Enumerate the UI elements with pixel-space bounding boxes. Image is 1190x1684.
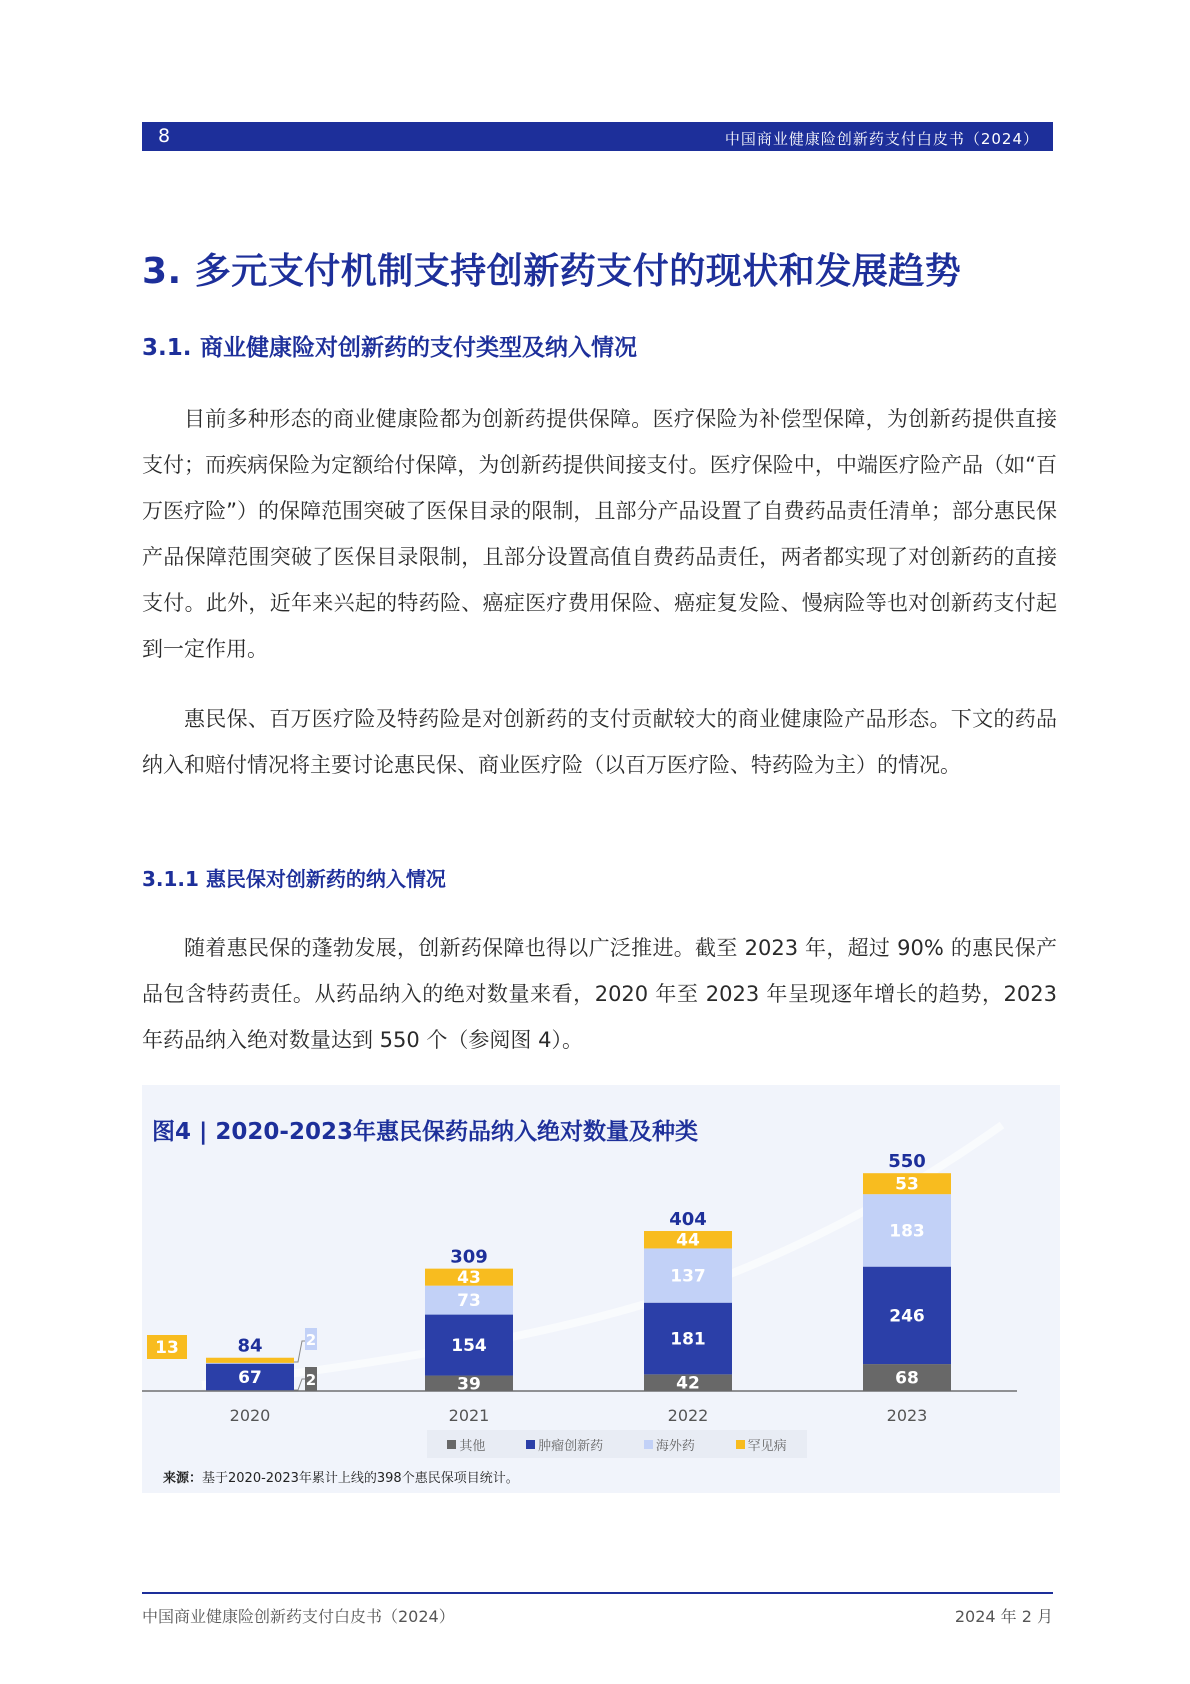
footer-doc-title: 中国商业健康险创新药支付白皮书（2024） xyxy=(142,1607,455,1626)
total-label-2022: 404 xyxy=(669,1209,707,1231)
bar-label-2022-其他: 42 xyxy=(676,1373,700,1394)
legend-label: 罕见病 xyxy=(747,1438,787,1454)
total-label-2023: 550 xyxy=(888,1151,926,1173)
legend-swatch xyxy=(736,1440,745,1449)
bar-label-2021-肿瘤创新药: 154 xyxy=(451,1336,487,1357)
bar-label-2020-肿瘤创新药: 67 xyxy=(238,1367,262,1388)
total-label-2021: 309 xyxy=(450,1246,488,1268)
bar-label-2023-罕见病: 53 xyxy=(895,1174,919,1195)
figure-title xyxy=(152,1113,698,1146)
figure-title-separator: | xyxy=(199,1119,208,1145)
legend-item-其他 xyxy=(447,1435,485,1454)
subsubsection-heading: 3.1.1 惠民保对创新药的纳入情况 xyxy=(142,867,446,891)
callout-leader-2020-海外药 xyxy=(294,1341,305,1362)
bar-label-2022-罕见病: 44 xyxy=(676,1230,700,1251)
legend-label: 肿瘤创新药 xyxy=(538,1438,604,1454)
bar-2020-其他 xyxy=(206,1390,294,1391)
chart-legend xyxy=(427,1430,807,1458)
paragraph-3: 随着惠民保的蓬勃发展，创新药保障也得以广泛推进。截至 2023 年，超过 90% 的惠民保产品包含特药责任。从药品纳入的绝对数量来看，2020 年至 2023 年呈现逐年增长的趋势，2023 年药品纳入绝对数量达到 550 个（参阅图 4）。 xyxy=(142,936,1057,1052)
legend-label: 海外药 xyxy=(655,1438,695,1454)
subsection-heading xyxy=(142,329,637,362)
legend-swatch xyxy=(447,1440,456,1449)
paragraph-2: 惠民保、百万医疗险及特药险是对创新药的支付贡献较大的商业健康险产品形态。下文的药品纳入和赔付情况将主要讨论惠民保、商业医疗险（以百万医疗险、特药险为主）的情况。 xyxy=(142,707,1057,777)
legend-swatch xyxy=(644,1440,653,1449)
figure-label: 图4 xyxy=(152,1119,192,1145)
x-tick-2023: 2023 xyxy=(886,1406,928,1425)
header-bar xyxy=(142,122,1053,151)
bar-label-2023-其他: 68 xyxy=(895,1368,919,1389)
bar-label-2021-海外药: 73 xyxy=(457,1291,481,1312)
bar-2020-罕见病 xyxy=(206,1358,294,1363)
source-text: 基于2020-2023年累计上线的398个惠民保项目统计。 xyxy=(202,1471,519,1486)
figure-source xyxy=(163,1467,519,1486)
page-number: 8 xyxy=(158,125,171,147)
x-tick-2022: 2022 xyxy=(667,1406,709,1425)
source-label: 来源： xyxy=(163,1471,203,1486)
footer-divider xyxy=(142,1592,1053,1594)
bar-label-2021-罕见病: 43 xyxy=(457,1268,481,1289)
footer-date: 2024 年 2 月 xyxy=(954,1607,1053,1626)
legend-label: 其他 xyxy=(459,1438,486,1454)
bar-label-2021-其他: 39 xyxy=(457,1374,481,1395)
figure-title-text: 2020-2023年惠民保药品纳入绝对数量及种类 xyxy=(215,1119,698,1145)
paragraph-1: 目前多种形态的商业健康险都为创新药提供保障。医疗保险为补偿型保障，为创新药提供直接支付；而疾病保险为定额给付保障，为创新药提供间接支付。医疗保险中，中端医疗险产品（如“百万医疗险”）的保障范围突破了医保目录的限制，且部分产品设置了自费药品责任清单；部分惠民保产品保障范围突破了医保目录限制，且部分设置高值自费药品责任，两者都实现了对创新药的直接支付。此外，近年来兴起的特药险、癌症医疗费用保险、癌症复发险、慢病险等也对创新药支付起到一定作用。 xyxy=(142,407,1057,661)
subsection-number: 3.1. xyxy=(142,335,192,361)
callout-label-2020-其他: 2 xyxy=(305,1371,317,1389)
legend-item-肿瘤创新药 xyxy=(526,1435,603,1454)
callout-leader-2020-其他 xyxy=(294,1379,305,1390)
figure-4 xyxy=(142,1085,1060,1493)
legend-swatch xyxy=(526,1440,535,1449)
x-tick-2020: 2020 xyxy=(229,1406,271,1425)
bar-label-2023-肿瘤创新药: 246 xyxy=(889,1306,925,1327)
x-tick-2021: 2021 xyxy=(448,1406,490,1425)
legend-item-罕见病 xyxy=(736,1435,787,1454)
callout-label-2020-海外药: 2 xyxy=(305,1331,317,1349)
bar-2020-海外药 xyxy=(206,1363,294,1364)
subsection-title: 商业健康险对创新药的支付类型及纳入情况 xyxy=(200,335,637,361)
section-heading: 3. 多元支付机制支持创新药支付的现状和发展趋势 xyxy=(142,251,962,292)
header-doc-title: 中国商业健康险创新药支付白皮书（2024） xyxy=(724,130,1039,148)
bar-label-2022-海外药: 137 xyxy=(670,1266,706,1287)
callout-label-2020-罕见病: 13 xyxy=(155,1338,179,1358)
legend-item-海外药 xyxy=(644,1435,695,1454)
bar-label-2023-海外药: 183 xyxy=(889,1221,925,1242)
bar-label-2022-肿瘤创新药: 181 xyxy=(670,1329,706,1350)
total-label-2020: 84 xyxy=(237,1335,263,1357)
